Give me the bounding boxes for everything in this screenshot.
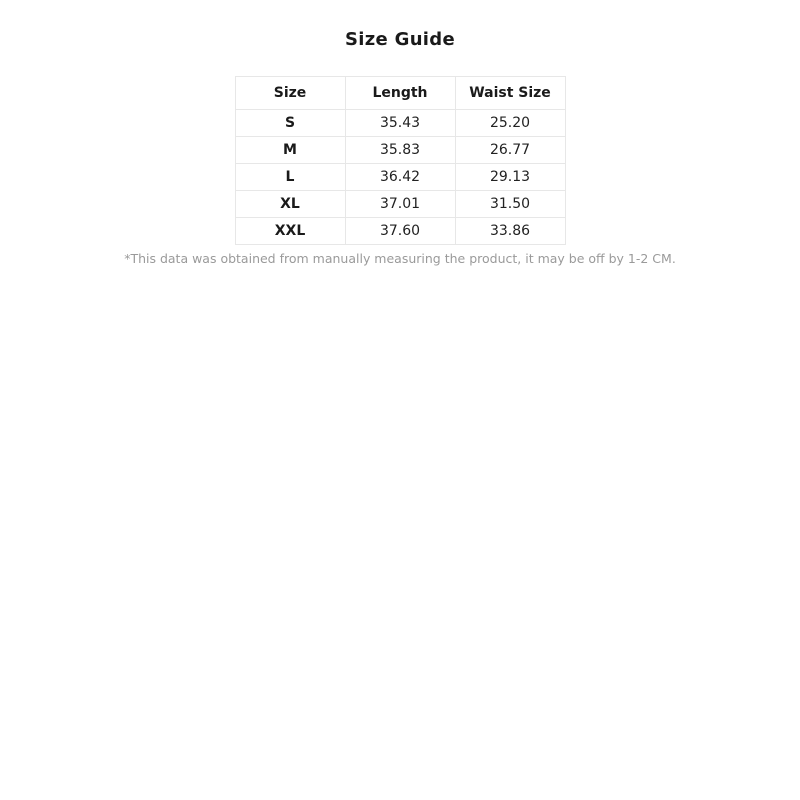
- cell-length: 37.01: [345, 191, 455, 218]
- table-header: [235, 77, 565, 110]
- size-guide-table: [235, 76, 566, 245]
- cell-length: 35.43: [345, 110, 455, 137]
- cell-waist: 33.86: [455, 218, 565, 245]
- table-body: [235, 110, 565, 245]
- measurement-disclaimer: *This data was obtained from manually measuring the product, it may be off by 1-2 CM.: [124, 251, 676, 266]
- cell-length: 37.60: [345, 218, 455, 245]
- cell-waist: 26.77: [455, 137, 565, 164]
- cell-size: XL: [235, 191, 345, 218]
- page-title: Size Guide: [345, 29, 455, 50]
- header-cell-size: Size: [235, 77, 345, 110]
- cell-size: XXL: [235, 218, 345, 245]
- header-cell-waist-size: Waist Size: [455, 77, 565, 110]
- table-row: [235, 191, 565, 218]
- table-row: [235, 137, 565, 164]
- table-row: [235, 110, 565, 137]
- cell-waist: 31.50: [455, 191, 565, 218]
- cell-size: M: [235, 137, 345, 164]
- cell-size: L: [235, 164, 345, 191]
- cell-length: 36.42: [345, 164, 455, 191]
- header-cell-length: Length: [345, 77, 455, 110]
- cell-waist: 29.13: [455, 164, 565, 191]
- cell-size: S: [235, 110, 345, 137]
- cell-length: 35.83: [345, 137, 455, 164]
- cell-waist: 25.20: [455, 110, 565, 137]
- table-header-row: [235, 77, 565, 110]
- table-row: [235, 164, 565, 191]
- table-row: [235, 218, 565, 245]
